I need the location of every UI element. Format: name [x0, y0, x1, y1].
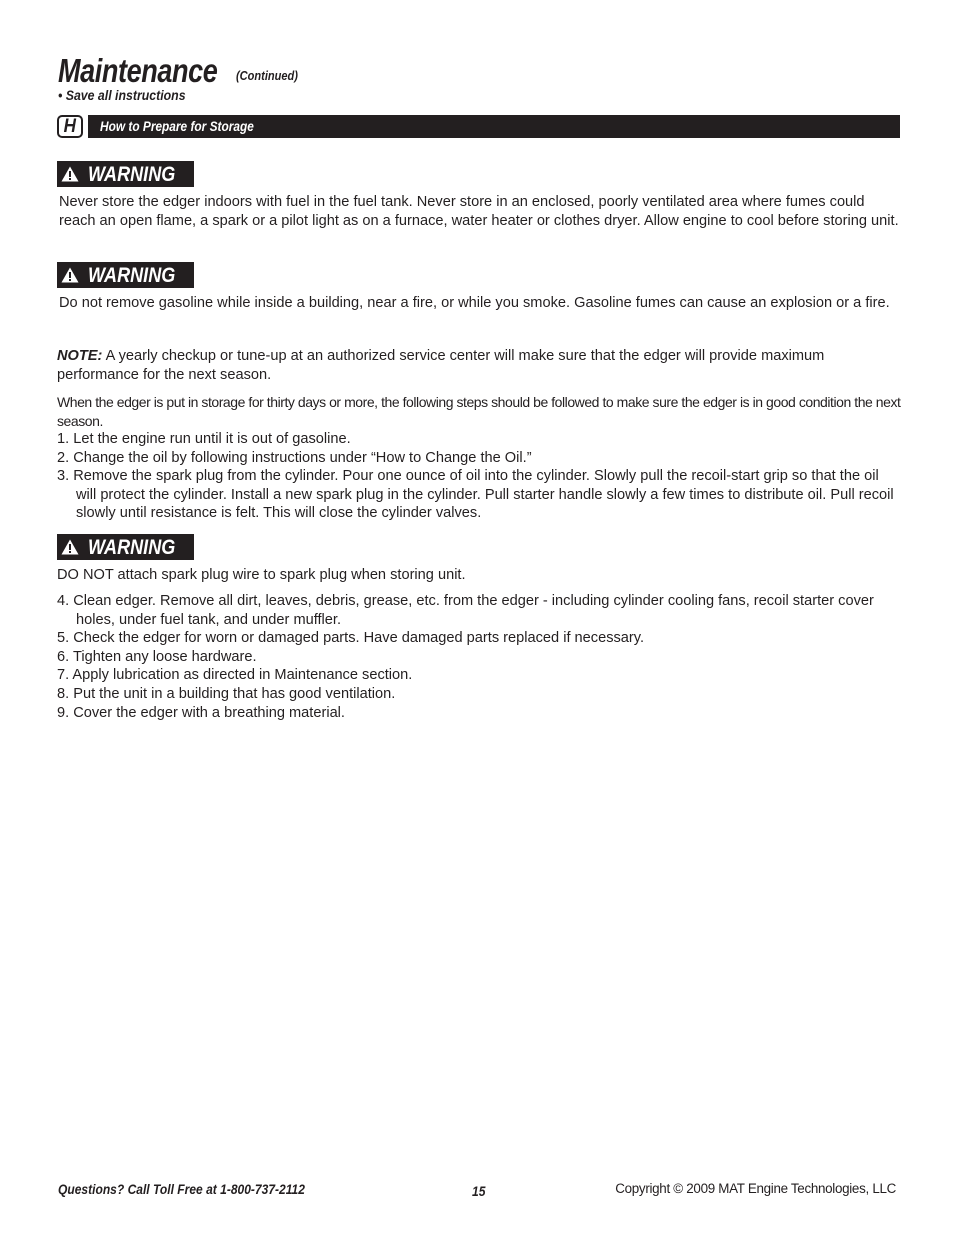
warning-triangle-icon	[61, 539, 79, 555]
warning-badge	[57, 534, 194, 560]
list-item: 4. Clean edger. Remove all dirt, leaves, debris, grease, etc. from the edger - including cylinder cooling fans, recoil starter cover holes, under fuel tank, and under muffler.	[57, 593, 874, 628]
warning-text: Never store the edger indoors with fuel in the fuel tank. Never store in an enclosed, poorly ventilated area where fumes could reach an open flame, a spark or a pilot light as on a furnace, water heater or clothes dryer. Allow engine to cool before storing unit.	[59, 194, 899, 229]
page-number: 15	[472, 1183, 486, 1199]
copyright: Copyright © 2009 MAT Engine Technologies, LLC	[615, 1181, 896, 1196]
section-header	[57, 115, 900, 138]
warning-triangle-icon	[61, 267, 79, 283]
note-paragraph	[57, 347, 902, 385]
warning-label: WARNING	[88, 264, 176, 287]
footer-questions: Questions? Call Toll Free at 1-800-737-2112	[58, 1181, 305, 1197]
section-title-bar	[88, 115, 900, 138]
list-item: 2. Change the oil by following instructions under “How to Change the Oil.”	[57, 449, 532, 466]
continued-label: (Continued)	[236, 68, 298, 83]
list-item: 5. Check the edger for worn or damaged parts. Have damaged parts replaced if necessary.	[57, 630, 645, 647]
list-item: 1. Let the engine run until it is out of gasoline.	[57, 431, 351, 447]
list-item: 9. Cover the edger with a breathing material.	[57, 704, 345, 721]
list-item: 7. Apply lubrication as directed in Maintenance section.	[57, 667, 413, 684]
section-letter-badge: H	[57, 115, 83, 138]
list-item: 6. Tighten any loose hardware.	[57, 648, 257, 665]
warning-badge	[57, 262, 194, 288]
warning-label: WARNING	[88, 536, 176, 559]
storage-steps-list	[57, 430, 902, 523]
warning-text: Do not remove gasoline while inside a building, near a fire, or while you smoke. Gasoline fumes can cause an explosion or a fire.	[59, 295, 890, 311]
storage-intro: When the edger is put in storage for thirty days or more, the following steps should be followed to make sure the edger is in good condition the next season.	[57, 394, 901, 429]
list-item: 3. Remove the spark plug from the cylinder. Pour one ounce of oil into the cylinder. Slowly pull the recoil-start grip so that the oil will protect the cylinder. Install a new spark plug in the cylinder. Pull starter handle slowly a few times to distribute oil. Pull recoil slowly until resistance is felt. This will close the cylinder valves.	[57, 468, 894, 522]
page-title-block	[58, 52, 298, 90]
list-item: 8. Put the unit in a building that has good ventilation.	[57, 685, 396, 702]
warning-text: DO NOT attach spark plug wire to spark plug when storing unit.	[57, 567, 466, 583]
note-text: A yearly checkup or tune-up at an authorized service center will make sure that the edger will provide maximum performance for the next season.	[57, 348, 825, 383]
page-title: Maintenance	[58, 52, 218, 89]
note-label: NOTE:	[57, 348, 103, 364]
section-title: How to Prepare for Storage	[100, 119, 254, 134]
save-instructions-note: • Save all instructions	[58, 87, 186, 103]
warning-triangle-icon	[61, 166, 79, 182]
storage-steps-list	[57, 592, 902, 722]
warning-badge	[57, 161, 194, 187]
warning-label: WARNING	[88, 163, 176, 186]
